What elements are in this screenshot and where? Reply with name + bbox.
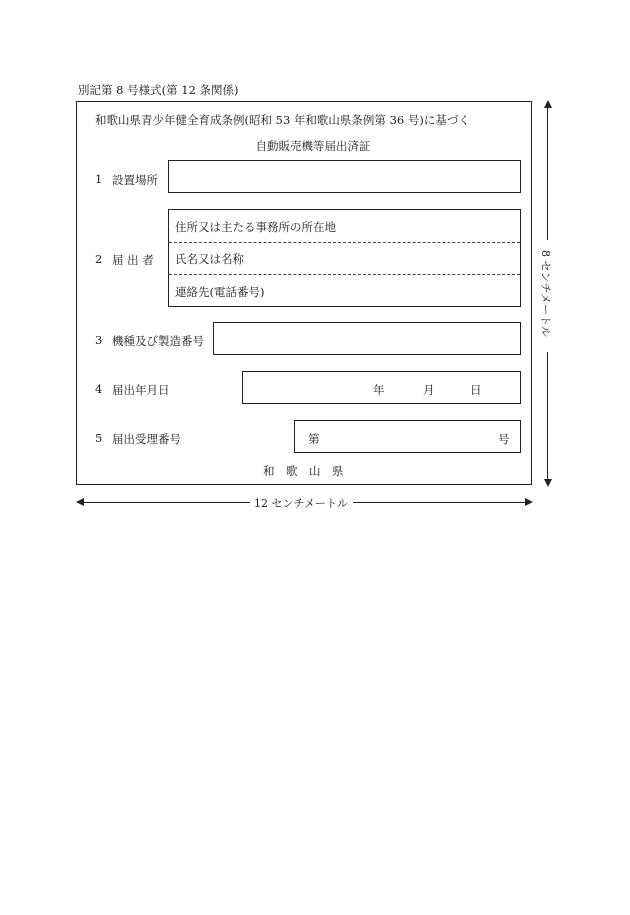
acceptance-number-field[interactable]: [294, 420, 521, 453]
vertical-dimension-line: [547, 106, 548, 240]
dashed-divider: [169, 274, 520, 275]
horizontal-dimension-line: [353, 502, 525, 503]
arrow-down-icon: [544, 479, 552, 487]
arrow-up-icon: [544, 100, 552, 108]
row-2-label: 届 出 者: [112, 253, 154, 267]
machine-type-serial-field[interactable]: [213, 322, 521, 355]
notifier-name-label: 氏名又は名称: [175, 252, 244, 266]
horizontal-dimension-label: 12 センチメートル: [254, 497, 349, 510]
notifier-field-group: [168, 209, 521, 307]
vertical-dimension-line: [547, 352, 548, 480]
date-year-unit: 年: [373, 383, 385, 397]
row-3-label: 機種及び製造番号: [112, 334, 204, 348]
row-5-number: 5: [95, 431, 103, 445]
horizontal-dimension-line: [83, 502, 250, 503]
issuer-prefecture: 和 歌 山 県: [263, 464, 344, 478]
row-2-number: 2: [95, 252, 103, 266]
row-1-label: 設置場所: [112, 173, 158, 187]
notifier-phone-label: 連絡先(電話番号): [175, 285, 265, 299]
date-month-unit: 月: [423, 383, 435, 397]
acceptance-number-suffix: 号: [498, 432, 510, 446]
form-caption: 別記第 8 号様式(第 12 条関係): [78, 83, 239, 97]
row-4-number: 4: [95, 382, 103, 396]
header-legal-basis: 和歌山県青少年健全育成条例(昭和 53 年和歌山県条例第 36 号)に基づく: [95, 113, 470, 127]
date-day-unit: 日: [470, 383, 482, 397]
vertical-dimension-text: 8 センチメートル: [539, 250, 552, 338]
acceptance-number-prefix: 第: [308, 432, 320, 446]
row-3-number: 3: [95, 333, 103, 347]
dashed-divider: [169, 242, 520, 243]
arrow-right-icon: [525, 498, 533, 506]
row-4-label: 届出年月日: [112, 383, 170, 397]
notifier-address-label: 住所又は主たる事務所の所在地: [175, 220, 336, 234]
installation-location-field[interactable]: [168, 160, 521, 193]
certificate-title-text: 自動販売機等届出済証: [255, 139, 371, 153]
row-1-number: 1: [95, 172, 103, 186]
certificate-title: [0, 138, 630, 154]
notification-date-field[interactable]: [242, 371, 521, 404]
row-5-label: 届出受理番号: [112, 432, 181, 446]
